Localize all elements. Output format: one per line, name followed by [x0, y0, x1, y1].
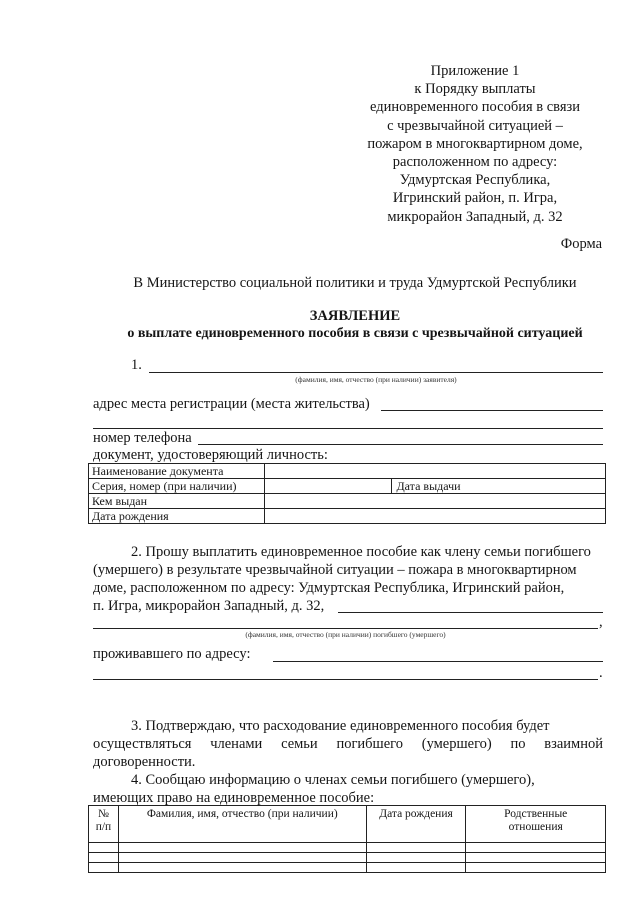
- cell-number[interactable]: [89, 853, 119, 863]
- appendix-line: Удмуртская Республика,: [399, 172, 551, 189]
- cell-birth-date[interactable]: [366, 853, 466, 863]
- section2-line2: (умершего) в результате чрезвычайной ситуации – пожара в многоквартирном: [93, 562, 577, 578]
- section2-line1: 2. Прошу выплатить единовременное пособие как члену семьи погибшего: [131, 544, 591, 560]
- appendix-line: Игринский район, п. Игра,: [392, 190, 558, 207]
- row-label-series-number: Серия, номер (при наличии): [89, 479, 265, 494]
- id-document-table: [88, 463, 606, 524]
- applicant-name-field[interactable]: [149, 372, 603, 373]
- issue-date-label: Дата выдачи: [396, 479, 461, 493]
- cell-full-name[interactable]: [118, 843, 366, 853]
- section3-word: семьи: [281, 736, 318, 752]
- appendix-line: расположенном по адресу:: [392, 154, 558, 171]
- section3-line2: [93, 736, 603, 753]
- appendix-line: микрорайон Западный, д. 32: [387, 208, 563, 225]
- section1-number: 1.: [131, 357, 142, 373]
- table-row: [89, 494, 606, 509]
- applicant-name-caption: (фамилия, имя, отчество (при наличии) заявителя): [295, 375, 457, 384]
- table-row: [89, 464, 606, 479]
- family-members-table: [88, 805, 606, 873]
- row-label-issued-by: Кем выдан: [89, 494, 265, 509]
- header-relation: [466, 806, 606, 843]
- section3-word: взаимной: [544, 736, 603, 752]
- section3-word: членами: [210, 736, 263, 752]
- comma: ,: [599, 614, 603, 630]
- registration-address-field-2[interactable]: [93, 428, 603, 429]
- section3-word: погибшего: [336, 736, 403, 752]
- issue-date-cell[interactable]: [392, 479, 606, 494]
- section4-line2: имеющих право на единовременное пособие:: [93, 790, 375, 806]
- header-number: [89, 806, 119, 843]
- cell-number[interactable]: [89, 843, 119, 853]
- deceased-name-caption: (фамилия, имя, отчество (при наличии) погибшего (умершего): [245, 630, 446, 639]
- cell-birth-date[interactable]: [366, 863, 466, 873]
- header-number-line2: п/п: [95, 821, 112, 833]
- resided-address-field-2[interactable]: [93, 679, 598, 680]
- section4-line1: 4. Сообщаю информацию о членах семьи погибшего (умершего),: [131, 772, 535, 788]
- table-row: [89, 853, 606, 863]
- cell-relation[interactable]: [466, 863, 606, 873]
- document-title: ЗАЯВЛЕНИЕ: [309, 308, 401, 324]
- doc-name-field[interactable]: [264, 464, 605, 479]
- section3-word: по: [510, 736, 526, 752]
- section3-line1: 3. Подтверждаю, что расходование единовременного пособия будет: [131, 718, 550, 734]
- table-row: [89, 863, 606, 873]
- cell-birth-date[interactable]: [366, 843, 466, 853]
- header-full-name: Фамилия, имя, отчество (при наличии): [118, 806, 366, 843]
- registration-address-label: адрес места регистрации (места жительства): [93, 396, 370, 412]
- section3-word: осуществляться: [93, 736, 192, 752]
- header-number-line1: №: [97, 808, 109, 820]
- appendix-line: Приложение 1: [430, 63, 520, 79]
- phone-label: номер телефона: [93, 430, 192, 446]
- appendix-line: пожаром в многоквартирном доме,: [367, 135, 583, 152]
- section3-line3: договоренности.: [93, 754, 196, 770]
- table-header-row: [89, 806, 606, 843]
- section3-word: (умершего): [421, 736, 492, 752]
- deceased-name-field[interactable]: [338, 612, 603, 613]
- section2-line3: доме, расположенном по адресу: Удмуртская Республика, Игринский район,: [93, 580, 565, 596]
- cell-relation[interactable]: [466, 843, 606, 853]
- cell-number[interactable]: [89, 863, 119, 873]
- cell-relation[interactable]: [466, 853, 606, 863]
- section2-line4: п. Игра, микрорайон Западный, д. 32,: [93, 598, 325, 614]
- cell-full-name[interactable]: [118, 853, 366, 863]
- header-relation-line2: отношения: [508, 821, 563, 833]
- appendix-line: единовременного пособия в связи: [370, 99, 580, 116]
- registration-address-field[interactable]: [381, 410, 603, 411]
- resided-address-label: проживавшего по адресу:: [93, 646, 251, 662]
- series-number-field[interactable]: [264, 479, 392, 494]
- table-row: [89, 479, 606, 494]
- appendix-line: к Порядку выплаты: [414, 81, 536, 98]
- table-row: [89, 843, 606, 853]
- addressee: В Министерство социальной политики и труда Удмуртской Республики: [133, 275, 577, 291]
- row-label-doc-name: Наименование документа: [89, 464, 265, 479]
- id-document-label: документ, удостоверяющий личность:: [93, 447, 328, 463]
- cell-full-name[interactable]: [118, 863, 366, 873]
- deceased-name-field-2[interactable]: [93, 628, 598, 629]
- appendix-block: [355, 62, 595, 226]
- form-label: Форма: [560, 236, 602, 252]
- phone-field[interactable]: [198, 444, 603, 445]
- document-subtitle: о выплате единовременного пособия в связи с чрезвычайной ситуацией: [127, 326, 583, 341]
- birth-date-field[interactable]: [264, 509, 605, 524]
- header-relation-line1: Родственные: [504, 808, 568, 820]
- header-birth-date: Дата рождения: [366, 806, 466, 843]
- resided-address-field[interactable]: [273, 661, 603, 662]
- table-row: [89, 509, 606, 524]
- issued-by-field[interactable]: [264, 494, 605, 509]
- period: .: [599, 665, 603, 681]
- row-label-birth-date: Дата рождения: [89, 509, 265, 524]
- appendix-line: с чрезвычайной ситуацией –: [387, 117, 563, 134]
